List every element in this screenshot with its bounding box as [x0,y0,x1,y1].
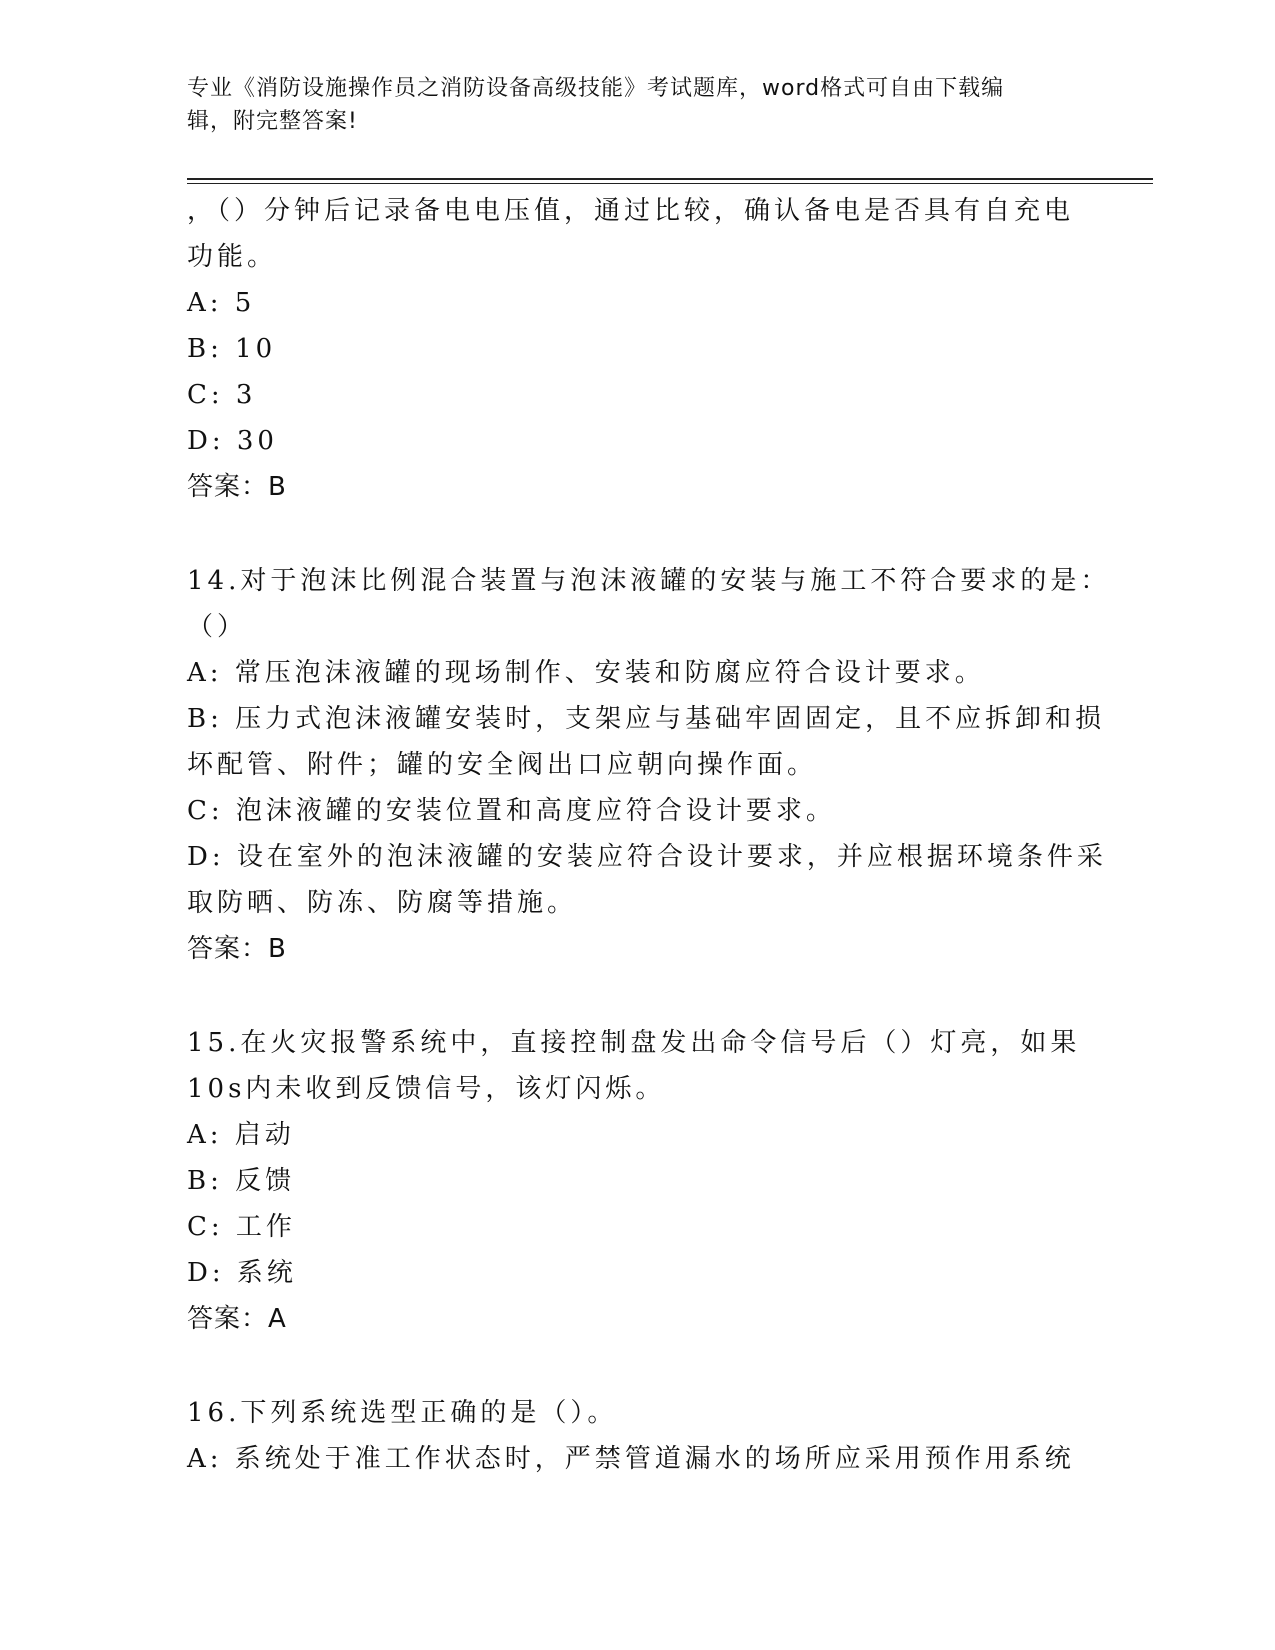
question-13-option-c: C: 3 [187,380,257,410]
header-divider-thick [187,178,1153,180]
question-15-stem-line-1: 15.在火灾报警系统中，直接控制盘发出命令信号后（）灯亮，如果 [187,1028,1081,1058]
question-15-option-c: C: 工作 [187,1212,296,1242]
question-15-option-a: A: 启动 [187,1120,295,1150]
question-14-option-b-line-2: 坏配管、附件；罐的安全阀出口应朝向操作面。 [187,750,818,780]
question-15 [187,1020,1087,1342]
question-15-stem-line-2: 10s内未收到反馈信号，该灯闪烁。 [187,1074,666,1104]
question-14-option-d-line-1: D: 设在室外的泡沫液罐的安装应符合设计要求，并应根据环境条件采 [187,842,1107,872]
question-14-option-b-line-1: B: 压力式泡沫液罐安装时，支架应与基础牢固固定，且不应拆卸和损 [187,704,1106,734]
question-16-option-a: A: 系统处于准工作状态时，严禁管道漏水的场所应采用预作用系统 [187,1444,1075,1474]
question-14-stem-line-2: （） [187,612,248,642]
header-line-2: 辑，附完整答案! [187,109,358,134]
spacer [187,1342,1087,1390]
header-line-1: 专业《消防设施操作员之消防设备高级技能》考试题库，word格式可自由下载编 [187,76,1005,101]
question-13-stem-line-2: 功能。 [187,242,278,272]
question-14-option-a: A: 常压泡沫液罐的现场制作、安装和防腐应符合设计要求。 [187,658,985,688]
question-14-stem-line-1: 14.对于泡沫比例混合装置与泡沫液罐的安装与施工不符合要求的是： [187,566,1111,596]
question-13 [187,188,1087,510]
question-14-option-c: C: 泡沫液罐的安装位置和高度应符合设计要求。 [187,796,836,826]
question-13-answer: 答案：B [187,472,287,502]
question-13-option-d: D: 30 [187,426,278,456]
question-body [187,188,1111,1482]
question-15-option-d: D: 系统 [187,1258,297,1288]
question-13-option-a: A: 5 [187,288,256,318]
document-header [187,72,1067,138]
question-14-option-d-line-2: 取防晒、防冻、防腐等措施。 [187,888,578,918]
question-15-option-b: B: 反馈 [187,1166,296,1196]
question-16-stem-line-1: 16.下列系统选型正确的是（）。 [187,1398,618,1428]
question-16 [187,1390,1087,1482]
question-13-stem-line-1: ，（）分钟后记录备电电压值，通过比较，确认备电是否具有自充电 [187,196,1075,226]
spacer [187,972,1087,1020]
question-15-answer: 答案：A [187,1304,287,1334]
question-14-answer: 答案：B [187,934,287,964]
header-divider-thin [187,183,1153,184]
question-14 [187,558,1111,972]
spacer [187,510,1087,558]
question-13-option-b: B: 10 [187,334,277,364]
